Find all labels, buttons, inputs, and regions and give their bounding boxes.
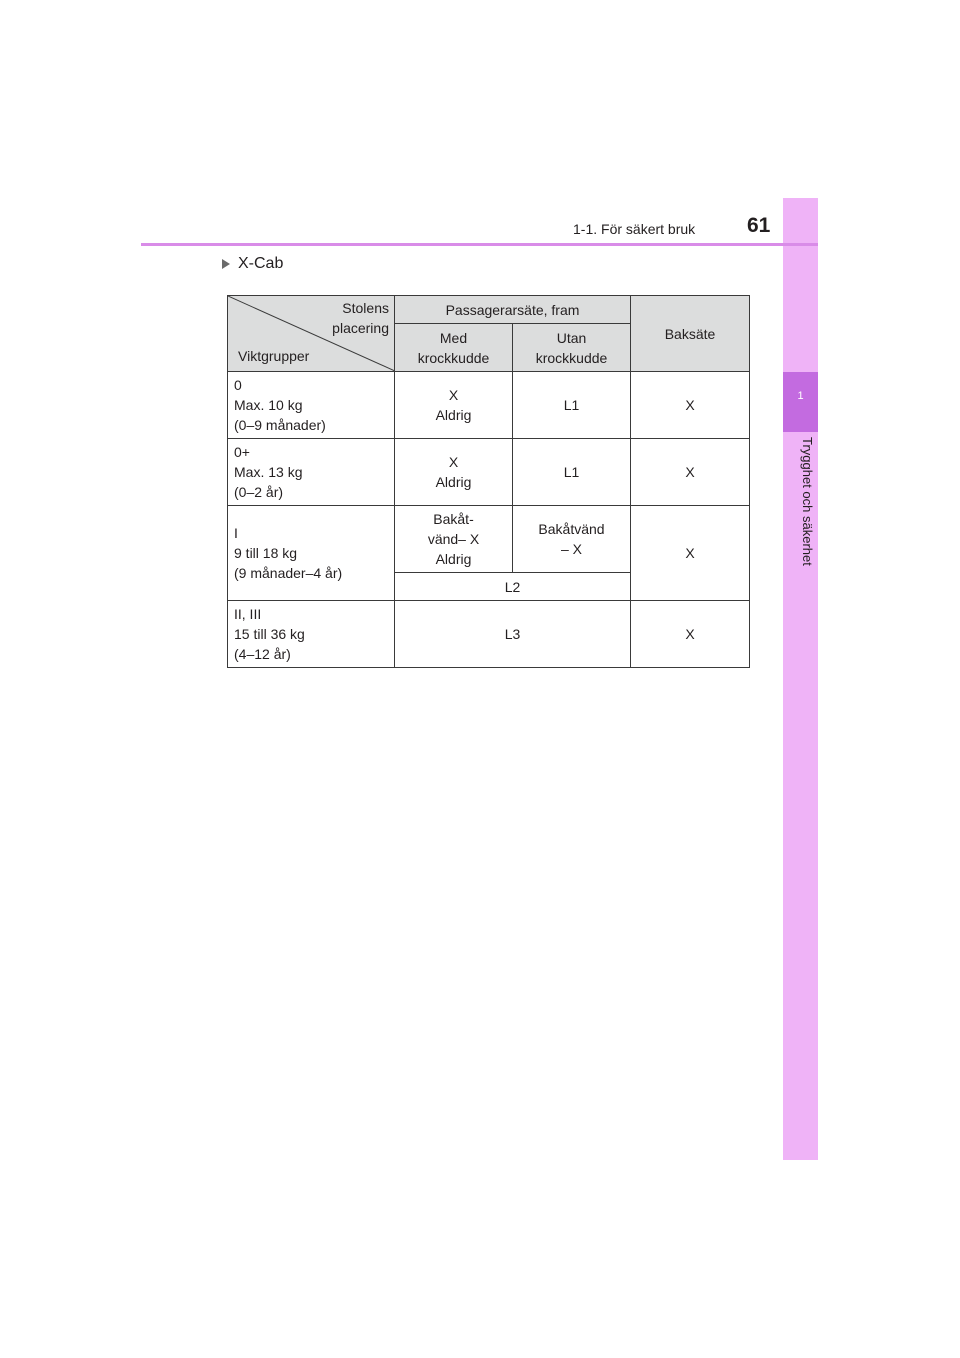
- triangle-bullet-icon: [222, 259, 230, 269]
- with-airbag-cell: X Aldrig: [395, 372, 513, 439]
- without-airbag-cell: L1: [513, 372, 631, 439]
- table-row: [228, 506, 750, 573]
- with-airbag-cell: X Aldrig: [395, 439, 513, 506]
- without-airbag-cell: L1: [513, 439, 631, 506]
- side-chapter-title: Trygghet och säkerhet: [800, 437, 815, 566]
- weight-group-cell: 0 Max. 10 kg (0–9 månader): [228, 372, 395, 439]
- front-seat-combined-cell: L3: [395, 601, 631, 668]
- child-seat-table: [227, 295, 750, 668]
- side-tab-chapter-marker: [783, 372, 818, 432]
- weight-group-cell: I 9 till 18 kg (9 månader–4 år): [228, 506, 395, 601]
- weight-group-cell: II, III 15 till 36 kg (4–12 år): [228, 601, 395, 668]
- corner-weight-group-label: Viktgrupper: [238, 348, 310, 364]
- subsection-title: X-Cab: [238, 255, 284, 272]
- rear-seat-cell: X: [631, 601, 750, 668]
- rear-seat-cell: X: [631, 372, 750, 439]
- header-rule: [141, 243, 818, 246]
- page-number: 61: [747, 214, 771, 237]
- without-airbag-cell: Bakåtvänd – X: [513, 506, 631, 573]
- with-airbag-cell: Bakåt- vänd– X Aldrig: [395, 506, 513, 573]
- rear-seat-header: Baksäte: [631, 296, 750, 372]
- front-seat-combined-cell: L2: [395, 573, 631, 601]
- table-row: [228, 372, 750, 439]
- corner-seat-position-label: Stolens placering: [332, 300, 389, 336]
- table-row: [228, 439, 750, 506]
- side-chapter-number: 1: [797, 390, 804, 402]
- rear-seat-cell: X: [631, 439, 750, 506]
- table-corner-header: [228, 296, 395, 372]
- front-passenger-seat-header: Passagerarsäte, fram: [395, 296, 631, 324]
- header-section-title: 1-1. För säkert bruk: [573, 221, 696, 237]
- subsection-heading: [222, 255, 283, 273]
- without-airbag-header: Utan krockkudde: [513, 324, 631, 372]
- weight-group-cell: 0+ Max. 13 kg (0–2 år): [228, 439, 395, 506]
- with-airbag-header: Med krockkudde: [395, 324, 513, 372]
- table-row: [228, 601, 750, 668]
- rear-seat-cell: X: [631, 506, 750, 601]
- side-tab: [783, 198, 818, 1160]
